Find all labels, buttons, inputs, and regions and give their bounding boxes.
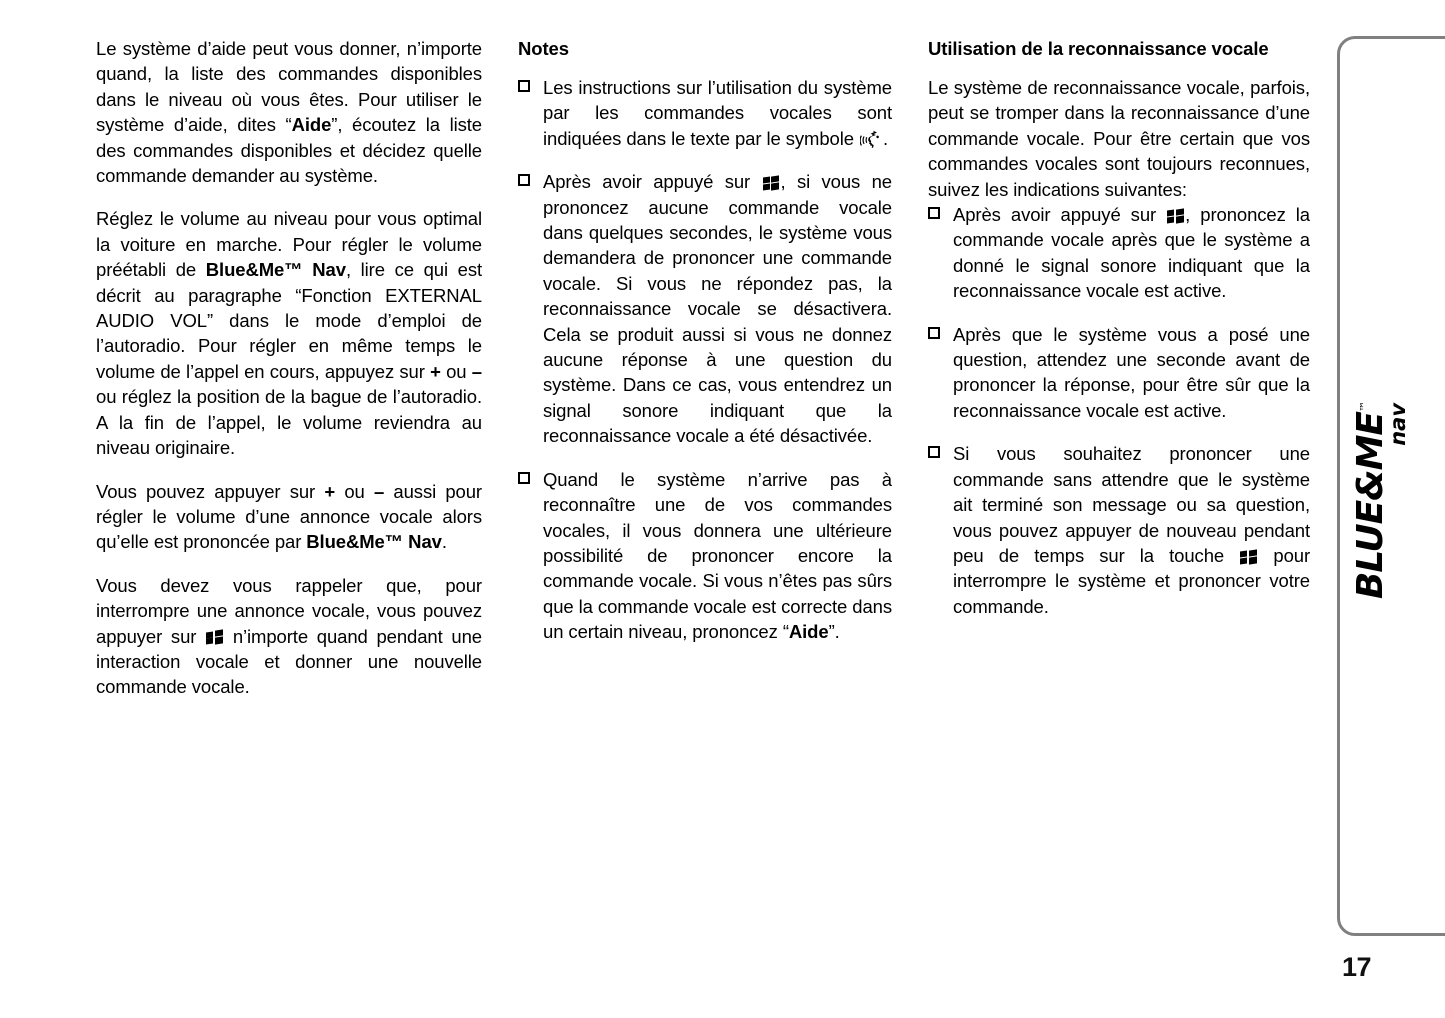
text-column-3 xyxy=(928,36,1310,700)
paragraph: Le système d’aide peut vous donner, n’importe quand, la liste des commandes disponibles dans le niveau où vous êtes. Pour utiliser le système d’aide, dites “Aide”, écoutez la liste des commandes disponibles et décidez quelle commande demander au système. xyxy=(96,38,482,187)
emphasized-text: Aide xyxy=(788,621,829,643)
blue-me-key-icon xyxy=(206,630,223,645)
open-square-bullet-icon xyxy=(518,80,530,92)
page-number: 17 xyxy=(1342,952,1372,982)
bullet-item: Après que le système vous a posé une question, attendez une seconde avant de prononcer la réponse, pour être sûr que la reconnaissance vocale est active. xyxy=(928,322,1310,424)
paragraph: Le système de reconnaissance vocale, parfois, peut se tromper dans la reconnaissance d’une commande vocale. Pour être certain que vos commandes vocales sont toujours reconnues, suivez les indications suivantes: xyxy=(928,77,1310,200)
open-square-bullet-icon xyxy=(928,446,940,458)
open-square-bullet-icon xyxy=(518,472,530,484)
bullet-item: Si vous souhaitez prononcer une commande sans attendre que le système ait terminé son message ou sa question, vous pouvez appuyer de nouveau pendant peu de temps sur la touche pour interrompre le système et prononcer votre commande. xyxy=(928,441,1310,619)
emphasized-text: Aide xyxy=(291,114,332,136)
column-1-body xyxy=(96,36,482,700)
blue-me-key-icon xyxy=(763,175,780,190)
blue-me-key-icon xyxy=(1240,549,1257,564)
emphasized-text: Blue&Me™ Nav xyxy=(205,259,346,281)
emphasized-text: – xyxy=(373,480,385,502)
logo-subtitle: nav xyxy=(1386,402,1410,446)
voice-recognition-bullet-list xyxy=(928,202,1310,619)
notes-bullet-list xyxy=(518,75,892,645)
emphasized-text: Blue&Me™ Nav xyxy=(306,531,442,553)
blue-me-nav-logo xyxy=(1343,360,1413,640)
trademark-symbol: ™ xyxy=(1358,400,1371,412)
blue-me-key-icon xyxy=(1167,208,1184,223)
bullet-item: Quand le système n’arrive pas à reconnaître une de vos commandes vocales, il vous donnera une ultérieure possibilité de prononcer encore la commande vocale. Si vous n’êtes pas sûrs que la commande vocale est correcte dans un certain niveau, prononcez “Aide”. xyxy=(518,467,892,645)
logo-wordmark: BLUE&ME™ xyxy=(1350,400,1391,600)
column-3-intro xyxy=(928,75,1310,202)
open-square-bullet-icon xyxy=(518,174,530,186)
paragraph: Réglez le volume au niveau pour vous optimal la voiture en marche. Pour régler le volume préétabli de Blue&Me™ Nav, lire ce qui est décrit au paragraphe “Fonction EXTERNAL AUDIO VOL” dans le mode d’emploi de l’autoradio. Pour régler en même temps le volume de l’appel en cours, appuyez sur + ou – ou réglez la position de la bague de l’autoradio. A la fin de l’appel, le volume reviendra au niveau originaire. xyxy=(96,208,483,459)
emphasized-text: + xyxy=(430,360,441,382)
bullet-item: Après avoir appuyé sur , prononcez la commande vocale après que le système a donné le signal sonore indiquant que la reconnaissance vocale est active. xyxy=(928,202,1310,304)
page-columns xyxy=(96,36,1312,700)
text-column-1 xyxy=(96,36,482,700)
paragraph: Vous pouvez appuyer sur + ou – aussi pour régler le volume d’une annonce vocale alors qu’elle est prononcée par Blue&Me™ Nav. xyxy=(96,480,482,553)
emphasized-text: – xyxy=(471,360,482,382)
bullet-item: Les instructions sur l’utilisation du système par les commandes vocales sont indiquées dans le texte par le symbole . xyxy=(518,75,892,151)
paragraph: Vous devez vous rappeler que, pour interrompre une annonce vocale, vous pouvez appuyer sur n’importe quand pendant une interaction vocale et donner une nouvelle commande vocale. xyxy=(96,574,482,698)
open-square-bullet-icon xyxy=(928,207,940,219)
voice-recognition-heading: Utilisation de la reconnaissance vocale xyxy=(928,38,1269,59)
text-column-2 xyxy=(518,36,892,700)
voice-command-icon xyxy=(860,129,882,151)
bullet-item: Après avoir appuyé sur , si vous ne prononcez aucune commande vocale dans quelques secondes, le système vous demandera de prononcer une commande vocale. Si vous ne répondez pas, la reconnaissance vocale se désactivera. Cela se produit aussi si vous ne donnez aucune réponse à une question du système. Dans ce cas, vous entendrez un signal sonore indiquant que la reconnaissance vocale a été désactivée. xyxy=(518,169,892,448)
open-square-bullet-icon xyxy=(928,327,940,339)
notes-heading: Notes xyxy=(518,38,569,59)
emphasized-text: + xyxy=(324,480,336,502)
